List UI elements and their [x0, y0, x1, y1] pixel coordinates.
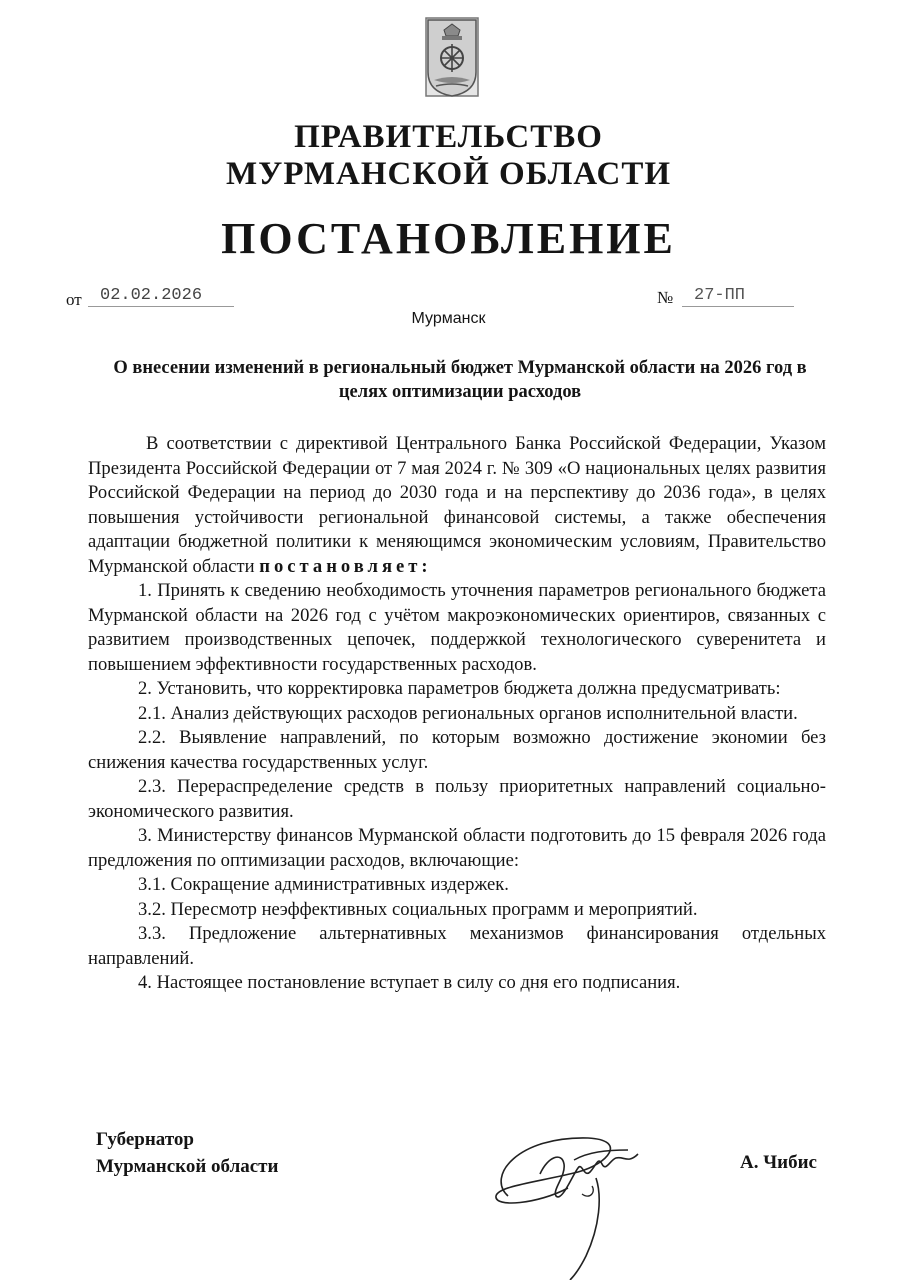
preamble: [88, 432, 826, 579]
date-label: от: [66, 290, 82, 309]
document-body: [88, 432, 826, 996]
clause-2-1: 2.1. Анализ действующих расходов региональных органов исполнительной власти.: [138, 702, 798, 724]
clause-1: 1. Принять к сведению необходимость уточнения параметров регионального бюджета Мурманской области на 2026 год с учётом макроэкономических ориентиров, связанных с развитием производственных цепочек, поддержкой технологического суверенитета и повышением эффективности государственных расходов.: [88, 580, 826, 675]
document-type: ПОСТАНОВЛЕНИЕ: [221, 214, 676, 263]
clause-2-2: 2.2. Выявление направлений, по которым возможно достижение экономии без снижения качества государственных услуг.: [88, 727, 826, 773]
document-city: Мурманск: [411, 310, 486, 327]
signatory-title-line1: Губернатор: [96, 1129, 194, 1150]
org-name-line1: ПРАВИТЕЛЬСТВО: [294, 119, 603, 155]
document-date: 02.02.2026: [88, 286, 234, 307]
org-name-line2: МУРМАНСКОЙ ОБЛАСТИ: [225, 156, 672, 192]
document-number: 27-ПП: [682, 286, 794, 307]
preamble-text: В соответствии с директивой Центрального Банка Российской Федерации, Указом Президента Российской Федерации от 7 мая 2024 г. № 309 «О национальных целях развития Российской Федерации на период до 2030 года и на перспективу до 2036 года», в целях повышения устойчивости региональной финансовой системы, а также обеспечения адаптации бюджетной политики к меняющимся экономическим условиям, Правительство Мурманской области: [88, 433, 826, 577]
clause-3: 3. Министерству финансов Мурманской области подготовить до 15 февраля 2026 года предложения по оптимизации расходов, включающие:: [88, 825, 826, 871]
clause-2-3: 2.3. Перераспределение средств в пользу приоритетных направлений социально-экономического развития.: [88, 776, 826, 822]
signatory-name: А. Чибис: [740, 1152, 817, 1173]
clause-3-1: 3.1. Сокращение административных издержек.: [138, 874, 509, 895]
signature-icon: [478, 1116, 688, 1280]
document-title: О внесении изменений в региональный бюджет Мурманской области на 2026 год в целях оптимизации расходов: [113, 358, 807, 402]
signatory-title-line2: Мурманской области: [96, 1156, 279, 1177]
clause-3-2: 3.2. Пересмотр неэффективных социальных программ и мероприятий.: [138, 898, 698, 920]
coat-of-arms-icon: [424, 16, 480, 98]
signatory-title: [96, 1126, 278, 1180]
clause-3-3: 3.3. Предложение альтернативных механизмов финансирования отдельных направлений.: [88, 923, 826, 969]
resolves-word: постановляет:: [259, 555, 432, 577]
clause-2: 2. Установить, что корректировка параметров бюджета должна предусматривать:: [138, 678, 781, 699]
number-label: №: [657, 288, 674, 307]
clause-4: 4. Настоящее постановление вступает в силу со дня его подписания.: [138, 972, 681, 993]
